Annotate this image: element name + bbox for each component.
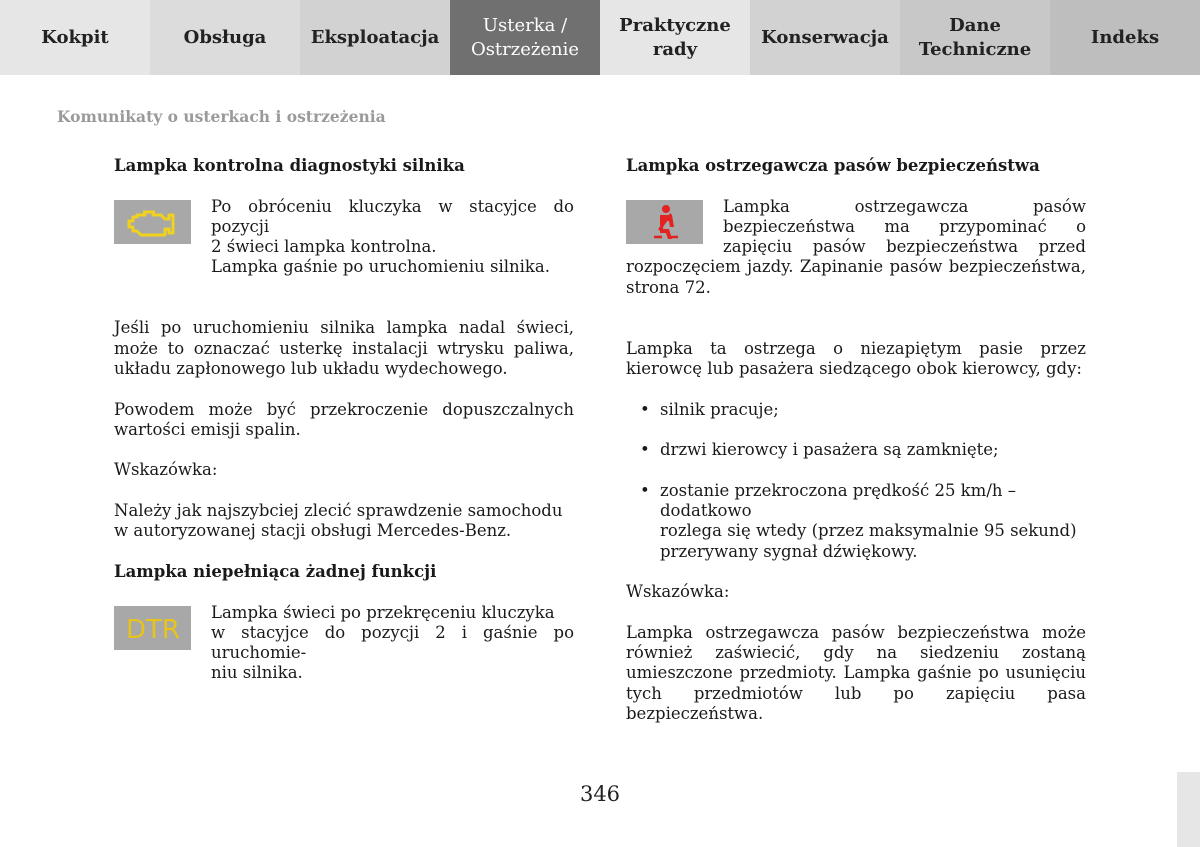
chapter-tabs (0, 0, 1200, 75)
engine-lamp-block (114, 197, 574, 298)
dtr-indicator-icon-graphic (123, 611, 183, 645)
tab-obsluga[interactable]: Obsługa (150, 0, 300, 75)
tab-kokpit[interactable]: Kokpit (0, 0, 150, 75)
tab-usterka-ostrzezenie[interactable]: Usterka / Ostrzeżenie (450, 0, 600, 75)
engine-lamp-paragraph-1: Jeśli po uruchomieniu silnika lampka nadal świeci, może to oznaczać usterkę instalacji wtrysku paliwa, układu zapłonowego lub układu wydechowego. (114, 318, 574, 378)
right-column (626, 156, 1086, 745)
heading-engine-diagnostics: Lampka kontrolna diagnostyki silnika (114, 156, 465, 175)
seatbelt-warning-icon (626, 200, 703, 244)
check-engine-icon-graphic (123, 205, 183, 239)
tab-dane-techniczne[interactable]: Dane Techniczne (900, 0, 1050, 75)
heading-seatbelt-warning: Lampka ostrzegawcza pasów bezpieczeństwa (626, 156, 1040, 175)
seatbelt-lamp-description: Lampka ostrzegawcza pasów bezpieczeństwa ma przypominać o zapięciu pasów bezpieczeństwa przed rozpoczęciem jazdy. Zapinanie pasów bezpieczeństwa, strona 72. (626, 196, 1086, 297)
page-edge-marker (1177, 772, 1200, 847)
tab-indeks[interactable]: Indeks (1050, 0, 1200, 75)
seatbelt-conditions-list (626, 400, 1086, 562)
list-item: • zostanie przekroczona prędkość 25 km/h – dodatkowo rozlega się wtedy (przez maksymalnie 95 sekund) przerywany sygnał dźwiękowy. (626, 481, 1086, 562)
engine-lamp-description: Po obróceniu kluczyka w stacyjce do pozycji 2 świeci lampka kontrolna. Lampka gaśnie po uruchomieniu silnika. (211, 196, 574, 277)
left-column (114, 156, 574, 724)
seatbelt-lamp-block (626, 197, 1086, 319)
list-item: • silnik pracuje; (626, 400, 1086, 420)
seatbelt-warning-icon-graphic (645, 203, 685, 241)
note-label: Wskazówka: (626, 582, 730, 602)
dtr-lamp-description: Lampka świeci po przekręceniu kluczyka w stacyjce do pozycji 2 i gaśnie po uruchomie- niu silnika. (211, 602, 574, 683)
note-label: Wskazówka: (114, 460, 218, 480)
heading-nonfunctional-lamp: Lampka niepełniąca żadnej funkcji (114, 561, 437, 581)
tab-konserwacja[interactable]: Konserwacja (750, 0, 900, 75)
section-title: Komunikaty o usterkach i ostrzeżenia (57, 107, 386, 126)
check-engine-icon (114, 200, 191, 244)
seatbelt-paragraph-1: Lampka ta ostrzega o niezapiętym pasie przez kierowcę lub pasażera siedzącego obok kierowcy, gdy: (626, 338, 1086, 378)
tab-praktyczne-rady[interactable]: Praktyczne rady (600, 0, 750, 75)
dtr-indicator-icon (114, 606, 191, 650)
tab-eksploatacja[interactable]: Eksploatacja (300, 0, 450, 75)
page-number: 346 (579, 782, 621, 806)
engine-lamp-paragraph-2: Powodem może być przekroczenie dopuszczalnych wartości emisji spalin. (114, 399, 574, 439)
seatbelt-note: Lampka ostrzegawcza pasów bezpieczeństwa może również zaświecić, gdy na siedzeniu zostaną umieszczone przedmioty. Lampka gaśnie po usunięciu tych przedmiotów lub po zapięciu pasa bezpieczeństwa. (626, 622, 1086, 724)
list-item: • drzwi kierowcy i pasażera są zamknięte; (626, 440, 1086, 460)
engine-lamp-note: Należy jak najszybciej zlecić sprawdzenie samochodu w autoryzowanej stacji obsługi Mercedes-Benz. (114, 501, 563, 541)
dtr-lamp-block (114, 603, 574, 704)
dtr-indicator-label: DTR (125, 614, 180, 645)
